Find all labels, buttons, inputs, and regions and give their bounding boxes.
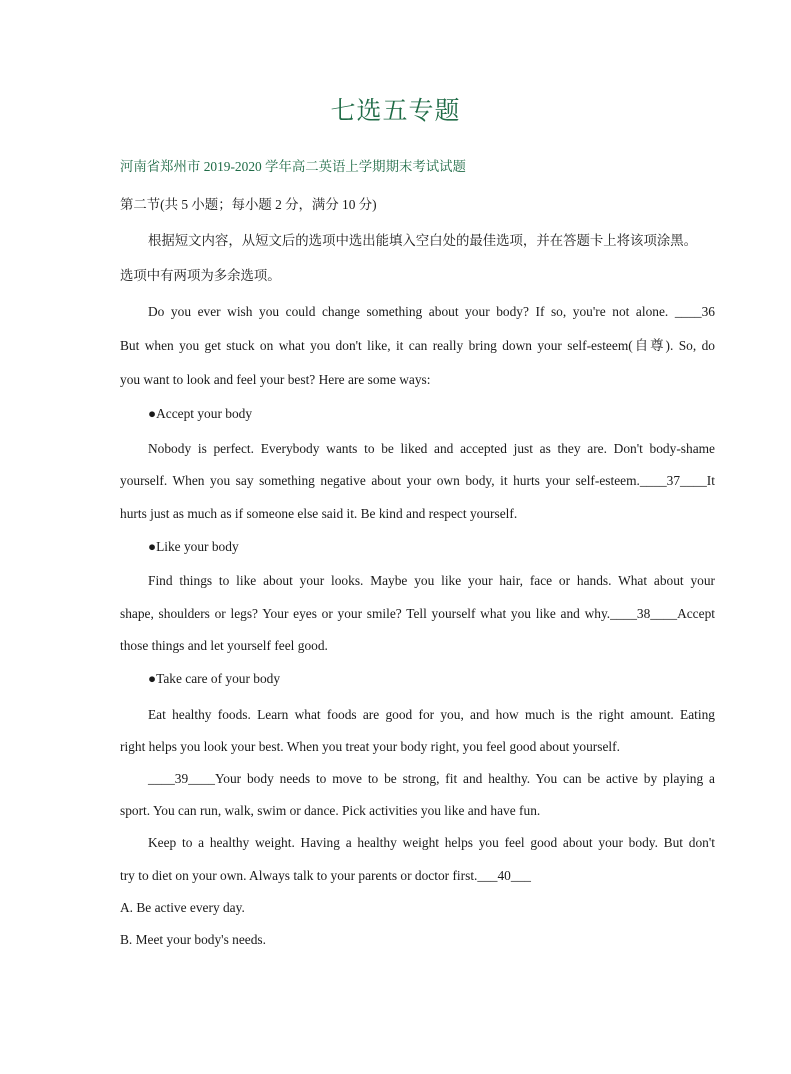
source-line: 河南省郑州市 2019-2020 学年高二英语上学期期末考试试题 [120,159,466,174]
option-a: A. Be active every day. [120,900,245,915]
paragraph-4-line-1: Eat healthy foods. Learn what foods are good for you, and how much is the right amount. Eating [148,707,715,722]
paragraph-6-line-1: Keep to a healthy weight. Having a healthy weight helps you feel good about your body. But don't [148,835,715,850]
paragraph-3-line-2: shape, shoulders or legs? Your eyes or your smile? Tell yourself what you like and why.____38____Accept [120,606,715,621]
paragraph-5-line-1: ____39____Your body needs to move to be strong, fit and healthy. You can be active by playing a [148,771,715,786]
paragraph-1-line-1: Do you ever wish you could change something about your body? If so, you're not alone. ____36 [148,304,715,319]
paragraph-2-line-1: Nobody is perfect. Everybody wants to be liked and accepted just as they are. Don't body-shame [148,441,715,456]
paragraph-2-line-3: hurts just as much as if someone else said it. Be kind and respect yourself. [120,506,518,521]
instruction-line-1: 根据短文内容，从短文后的选项中选出能填入空白处的最佳选项，并在答题卡上将该项涂黑。 [148,233,698,248]
paragraph-6-line-2: try to diet on your own. Always talk to your parents or doctor first.___40___ [120,868,531,883]
paragraph-1-line-2: But when you get stuck on what you don't like, it can really bring down your self-esteem(自尊). So, do [120,338,715,353]
heading-take-care: ●Take care of your body [148,671,281,686]
paragraph-2-line-2: yourself. When you say something negative about your own body, it hurts your self-esteem.____37____It [120,473,715,488]
section-heading: 第二节(共 5 小题；每小题 2 分，满分 10 分) [120,197,377,212]
paragraph-1-line-3: you want to look and feel your best? Here are some ways: [120,372,431,387]
option-b: B. Meet your body's needs. [120,932,266,947]
heading-accept-body: ●Accept your body [148,406,253,421]
paragraph-3-line-1: Find things to like about your looks. Maybe you like your hair, face or hands. What about your [148,573,715,588]
paragraph-4-line-2: right helps you look your best. When you treat your body right, you feel good about yourself. [120,739,620,754]
paragraph-3-line-3: those things and let yourself feel good. [120,638,328,653]
heading-like-body: ●Like your body [148,539,239,554]
instruction-line-2: 选项中有两项为多余选项。 [120,268,281,283]
page-title: 七选五专题 [330,98,461,125]
paragraph-5-line-2: sport. You can run, walk, swim or dance. Pick activities you like and have fun. [120,803,541,818]
